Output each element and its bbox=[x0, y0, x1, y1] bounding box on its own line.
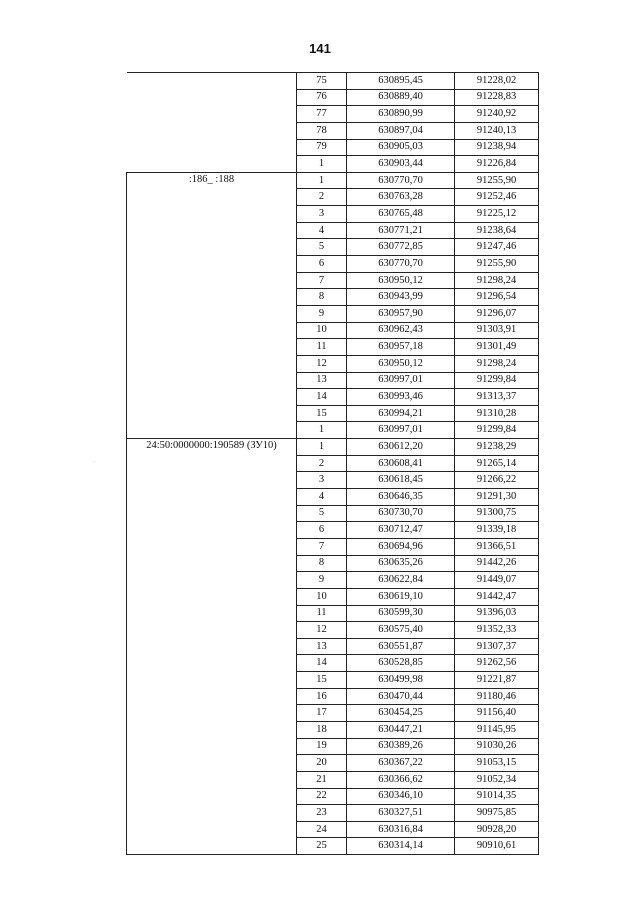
point-number-cell: 3 bbox=[297, 206, 347, 223]
point-number-cell: 14 bbox=[297, 655, 347, 672]
table-row bbox=[127, 439, 539, 456]
x-coordinate-cell: 630635,26 bbox=[347, 555, 455, 572]
x-coordinate-cell: 630528,85 bbox=[347, 655, 455, 672]
x-coordinate-cell: 630997,01 bbox=[347, 372, 455, 389]
x-coordinate-cell: 630772,85 bbox=[347, 239, 455, 256]
y-coordinate-cell: 91240,13 bbox=[455, 122, 539, 139]
y-coordinate-cell: 91296,07 bbox=[455, 305, 539, 322]
y-coordinate-cell: 91247,46 bbox=[455, 239, 539, 256]
x-coordinate-cell: 630612,20 bbox=[347, 439, 455, 456]
point-number-cell: 17 bbox=[297, 705, 347, 722]
point-number-cell: 3 bbox=[297, 472, 347, 489]
x-coordinate-cell: 630770,70 bbox=[347, 172, 455, 189]
x-coordinate-cell: 630316,84 bbox=[347, 821, 455, 838]
page-number: 141 bbox=[309, 41, 331, 56]
point-number-cell: 19 bbox=[297, 738, 347, 755]
parcel-label-cell bbox=[127, 73, 297, 173]
y-coordinate-cell: 91238,64 bbox=[455, 222, 539, 239]
y-coordinate-cell: 91052,34 bbox=[455, 771, 539, 788]
x-coordinate-cell: 630943,99 bbox=[347, 289, 455, 306]
y-coordinate-cell: 91240,92 bbox=[455, 106, 539, 123]
point-number-cell: 20 bbox=[297, 755, 347, 772]
x-coordinate-cell: 630770,70 bbox=[347, 256, 455, 273]
point-number-cell: 9 bbox=[297, 305, 347, 322]
y-coordinate-cell: 91307,37 bbox=[455, 638, 539, 655]
y-coordinate-cell: 91313,37 bbox=[455, 389, 539, 406]
point-number-cell: 23 bbox=[297, 805, 347, 822]
y-coordinate-cell: 90910,61 bbox=[455, 838, 539, 855]
y-coordinate-cell: 91449,07 bbox=[455, 572, 539, 589]
point-number-cell: 16 bbox=[297, 688, 347, 705]
point-number-cell: 18 bbox=[297, 721, 347, 738]
y-coordinate-cell: 91299,84 bbox=[455, 422, 539, 439]
point-number-cell: 5 bbox=[297, 505, 347, 522]
point-number-cell: 4 bbox=[297, 489, 347, 506]
point-number-cell: 22 bbox=[297, 788, 347, 805]
point-number-cell: 14 bbox=[297, 389, 347, 406]
x-coordinate-cell: 630389,26 bbox=[347, 738, 455, 755]
x-coordinate-cell: 630346,10 bbox=[347, 788, 455, 805]
y-coordinate-cell: 91228,02 bbox=[455, 73, 539, 90]
x-coordinate-cell: 630367,22 bbox=[347, 755, 455, 772]
x-coordinate-cell: 630895,45 bbox=[347, 73, 455, 90]
table-row bbox=[127, 73, 539, 90]
y-coordinate-cell: 91339,18 bbox=[455, 522, 539, 539]
x-coordinate-cell: 630905,03 bbox=[347, 139, 455, 156]
y-coordinate-cell: 91366,51 bbox=[455, 538, 539, 555]
point-number-cell: 1 bbox=[297, 439, 347, 456]
x-coordinate-cell: 630897,04 bbox=[347, 122, 455, 139]
x-coordinate-cell: 630997,01 bbox=[347, 422, 455, 439]
y-coordinate-cell: 91291,30 bbox=[455, 489, 539, 506]
point-number-cell: 77 bbox=[297, 106, 347, 123]
y-coordinate-cell: 91014,35 bbox=[455, 788, 539, 805]
point-number-cell: 2 bbox=[297, 455, 347, 472]
point-number-cell: 11 bbox=[297, 339, 347, 356]
y-coordinate-cell: 91352,33 bbox=[455, 622, 539, 639]
y-coordinate-cell: 91053,15 bbox=[455, 755, 539, 772]
point-number-cell: 1 bbox=[297, 422, 347, 439]
x-coordinate-cell: 630950,12 bbox=[347, 272, 455, 289]
coordinates-table-body bbox=[127, 73, 539, 855]
point-number-cell: 79 bbox=[297, 139, 347, 156]
x-coordinate-cell: 630903,44 bbox=[347, 156, 455, 173]
point-number-cell: 12 bbox=[297, 355, 347, 372]
y-coordinate-cell: 91156,40 bbox=[455, 705, 539, 722]
point-number-cell: 7 bbox=[297, 538, 347, 555]
y-coordinate-cell: 91266,22 bbox=[455, 472, 539, 489]
point-number-cell: 9 bbox=[297, 572, 347, 589]
x-coordinate-cell: 630763,28 bbox=[347, 189, 455, 206]
x-coordinate-cell: 630551,87 bbox=[347, 638, 455, 655]
y-coordinate-cell: 91300,75 bbox=[455, 505, 539, 522]
y-coordinate-cell: 91145,95 bbox=[455, 721, 539, 738]
x-coordinate-cell: 630608,41 bbox=[347, 455, 455, 472]
point-number-cell: 7 bbox=[297, 272, 347, 289]
parcel-label-cell: 24:50:0000000:190589 (ЗУ10) bbox=[127, 439, 297, 855]
y-coordinate-cell: 91238,94 bbox=[455, 139, 539, 156]
point-number-cell: 12 bbox=[297, 622, 347, 639]
point-number-cell: 8 bbox=[297, 289, 347, 306]
x-coordinate-cell: 630646,35 bbox=[347, 489, 455, 506]
point-number-cell: 13 bbox=[297, 372, 347, 389]
y-coordinate-cell: 91296,54 bbox=[455, 289, 539, 306]
x-coordinate-cell: 630366,62 bbox=[347, 771, 455, 788]
y-coordinate-cell: 91442,26 bbox=[455, 555, 539, 572]
point-number-cell: 15 bbox=[297, 405, 347, 422]
point-number-cell: 1 bbox=[297, 156, 347, 173]
point-number-cell: 2 bbox=[297, 189, 347, 206]
parcel-label-cell: :186_ :188 bbox=[127, 172, 297, 438]
x-coordinate-cell: 630454,25 bbox=[347, 705, 455, 722]
x-coordinate-cell: 630950,12 bbox=[347, 355, 455, 372]
x-coordinate-cell: 630957,18 bbox=[347, 339, 455, 356]
y-coordinate-cell: 91180,46 bbox=[455, 688, 539, 705]
y-coordinate-cell: 91303,91 bbox=[455, 322, 539, 339]
table-row bbox=[127, 172, 539, 189]
y-coordinate-cell: 91298,24 bbox=[455, 355, 539, 372]
y-coordinate-cell: 91301,49 bbox=[455, 339, 539, 356]
point-number-cell: 76 bbox=[297, 89, 347, 106]
point-number-cell: 8 bbox=[297, 555, 347, 572]
x-coordinate-cell: 630889,40 bbox=[347, 89, 455, 106]
point-number-cell: 5 bbox=[297, 239, 347, 256]
y-coordinate-cell: 91030,26 bbox=[455, 738, 539, 755]
x-coordinate-cell: 630575,40 bbox=[347, 622, 455, 639]
x-coordinate-cell: 630618,45 bbox=[347, 472, 455, 489]
y-coordinate-cell: 90928,20 bbox=[455, 821, 539, 838]
x-coordinate-cell: 630994,21 bbox=[347, 405, 455, 422]
y-coordinate-cell: 91221,87 bbox=[455, 672, 539, 689]
y-coordinate-cell: 91255,90 bbox=[455, 256, 539, 273]
x-coordinate-cell: 630314,14 bbox=[347, 838, 455, 855]
x-coordinate-cell: 630470,44 bbox=[347, 688, 455, 705]
point-number-cell: 13 bbox=[297, 638, 347, 655]
y-coordinate-cell: 91252,46 bbox=[455, 189, 539, 206]
point-number-cell: 21 bbox=[297, 771, 347, 788]
y-coordinate-cell: 91298,24 bbox=[455, 272, 539, 289]
coordinates-table bbox=[126, 72, 539, 855]
point-number-cell: 6 bbox=[297, 522, 347, 539]
point-number-cell: 4 bbox=[297, 222, 347, 239]
x-coordinate-cell: 630327,51 bbox=[347, 805, 455, 822]
y-coordinate-cell: 91228,83 bbox=[455, 89, 539, 106]
x-coordinate-cell: 630599,30 bbox=[347, 605, 455, 622]
y-coordinate-cell: 91226,84 bbox=[455, 156, 539, 173]
point-number-cell: 15 bbox=[297, 672, 347, 689]
y-coordinate-cell: 91262,56 bbox=[455, 655, 539, 672]
x-coordinate-cell: 630622,84 bbox=[347, 572, 455, 589]
x-coordinate-cell: 630712,47 bbox=[347, 522, 455, 539]
x-coordinate-cell: 630962,43 bbox=[347, 322, 455, 339]
x-coordinate-cell: 630993,46 bbox=[347, 389, 455, 406]
y-coordinate-cell: 91299,84 bbox=[455, 372, 539, 389]
x-coordinate-cell: 630447,21 bbox=[347, 721, 455, 738]
scan-speck: · bbox=[93, 460, 95, 466]
y-coordinate-cell: 91225,12 bbox=[455, 206, 539, 223]
x-coordinate-cell: 630890,99 bbox=[347, 106, 455, 123]
y-coordinate-cell: 91442,47 bbox=[455, 588, 539, 605]
point-number-cell: 78 bbox=[297, 122, 347, 139]
point-number-cell: 25 bbox=[297, 838, 347, 855]
x-coordinate-cell: 630619,10 bbox=[347, 588, 455, 605]
point-number-cell: 10 bbox=[297, 322, 347, 339]
y-coordinate-cell: 90975,85 bbox=[455, 805, 539, 822]
y-coordinate-cell: 91396,03 bbox=[455, 605, 539, 622]
x-coordinate-cell: 630957,90 bbox=[347, 305, 455, 322]
point-number-cell: 1 bbox=[297, 172, 347, 189]
x-coordinate-cell: 630730,70 bbox=[347, 505, 455, 522]
y-coordinate-cell: 91265,14 bbox=[455, 455, 539, 472]
y-coordinate-cell: 91255,90 bbox=[455, 172, 539, 189]
x-coordinate-cell: 630771,21 bbox=[347, 222, 455, 239]
x-coordinate-cell: 630765,48 bbox=[347, 206, 455, 223]
point-number-cell: 75 bbox=[297, 73, 347, 90]
point-number-cell: 24 bbox=[297, 821, 347, 838]
y-coordinate-cell: 91238,29 bbox=[455, 439, 539, 456]
y-coordinate-cell: 91310,28 bbox=[455, 405, 539, 422]
point-number-cell: 11 bbox=[297, 605, 347, 622]
x-coordinate-cell: 630694,96 bbox=[347, 538, 455, 555]
point-number-cell: 6 bbox=[297, 256, 347, 273]
point-number-cell: 10 bbox=[297, 588, 347, 605]
x-coordinate-cell: 630499,98 bbox=[347, 672, 455, 689]
